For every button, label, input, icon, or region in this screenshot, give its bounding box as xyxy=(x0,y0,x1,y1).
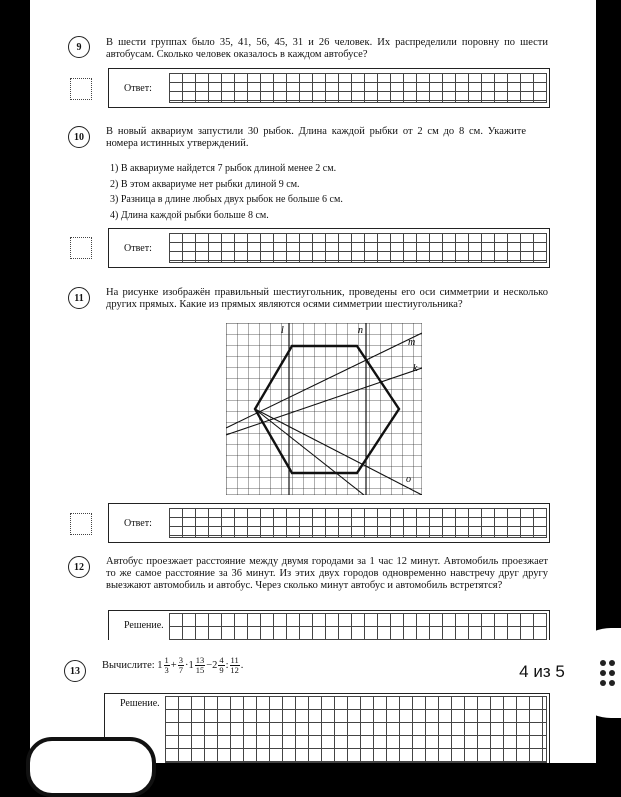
answer-label: Ответ: xyxy=(124,82,152,94)
option-1: 1) В аквариуме найдется 7 рыбок длиной менее 2 см. xyxy=(110,163,337,174)
numerator: 3 xyxy=(178,655,183,665)
answer-label: Ответ: xyxy=(124,517,152,529)
question-number-9 xyxy=(68,36,90,58)
fraction-1 xyxy=(164,656,170,675)
question-number-text: 11 xyxy=(74,292,84,304)
question-number-11 xyxy=(68,287,90,309)
whole-1: 1 xyxy=(157,659,163,671)
operator: + xyxy=(170,659,177,671)
question-number-12 xyxy=(68,556,90,578)
bottom-action-button[interactable] xyxy=(26,737,156,797)
denominator: 7 xyxy=(178,665,183,675)
operator: · xyxy=(184,659,189,671)
score-box-10 xyxy=(70,237,92,259)
question-number-13 xyxy=(64,660,86,682)
fraction-2 xyxy=(178,656,184,675)
answer-grid[interactable] xyxy=(169,508,547,538)
numerator: 1 xyxy=(164,655,169,665)
score-box-11 xyxy=(70,513,92,535)
question-number-text: 10 xyxy=(74,131,84,143)
page-indicator-text: 4 из 5 xyxy=(519,662,565,681)
question-13-text xyxy=(102,656,302,675)
label-o: o xyxy=(406,474,411,485)
question-number-text: 9 xyxy=(76,41,82,53)
hexagon-figure xyxy=(226,323,422,495)
answer-label: Ответ: xyxy=(124,242,152,254)
operator: − xyxy=(206,659,213,671)
question-9-text: В шести группах было 35, 41, 56, 45, 31 и 26 человек. Их распределили поровну по шести автобусам. Сколько человек оказалось в каждом автобусе? xyxy=(106,37,548,60)
denominator: 9 xyxy=(219,665,224,675)
solution-label: Решение. xyxy=(124,620,164,631)
question-12-text: Автобус проезжает расстояние между двумя городами за 1 час 12 минут. Автомобиль проезжает то же самое расстояние за 36 минут. Из этих двух городов одновременно навстречу друг другу выезжают автомобиль и автобус. Через сколько минут автобус и автомобиль встретятся? xyxy=(106,556,548,591)
compute-prefix: Вычислите: xyxy=(102,659,155,671)
worksheet-page xyxy=(30,0,596,763)
question-10-text: В новый аквариум запустили 30 рыбок. Длина каждой рыбки от 2 см до 8 см. Укажите номера истинных утверждений. xyxy=(106,126,526,149)
score-box-9 xyxy=(70,78,92,100)
answer-box-11[interactable] xyxy=(108,503,550,543)
answer-grid[interactable] xyxy=(169,73,547,103)
label-n: n xyxy=(358,325,363,336)
numerator: 11 xyxy=(230,655,239,665)
fraction-3 xyxy=(195,656,206,675)
question-number-text: 13 xyxy=(70,665,80,677)
fraction-5 xyxy=(230,656,240,675)
whole-2: 1 xyxy=(188,659,194,671)
solution-box-12[interactable] xyxy=(108,610,550,640)
option-2: 2) В этом аквариуме нет рыбки длиной 9 см. xyxy=(110,179,300,190)
solution-grid[interactable] xyxy=(169,613,547,640)
fraction-4 xyxy=(218,656,224,675)
option-4: 4) Длина каждой рыбки больше 8 см. xyxy=(110,210,269,221)
whole-3: 2 xyxy=(212,659,218,671)
question-number-text: 12 xyxy=(74,561,84,573)
grid-menu-icon[interactable] xyxy=(600,660,616,686)
answer-box-9[interactable] xyxy=(108,68,550,108)
label-l: l xyxy=(281,325,284,336)
denominator: 12 xyxy=(230,665,239,675)
question-11-text: На рисунке изображён правильный шестиугольник, проведены его оси симметрии и несколько других прямых. Какие из прямых являются осями симметрии шестиугольника? xyxy=(106,287,548,310)
period: . xyxy=(240,659,244,671)
answer-grid[interactable] xyxy=(169,233,547,263)
question-number-10 xyxy=(68,126,90,148)
solution-label: Решение. xyxy=(120,698,160,709)
option-3: 3) Разница в длине любых двух рыбок не больше 6 см. xyxy=(110,194,343,205)
numerator: 4 xyxy=(219,655,224,665)
label-m: m xyxy=(408,337,416,348)
answer-box-10[interactable] xyxy=(108,228,550,268)
solution-grid[interactable] xyxy=(165,696,547,763)
label-k: k xyxy=(413,363,418,374)
operator: : xyxy=(225,659,229,671)
denominator: 3 xyxy=(164,665,169,675)
denominator: 15 xyxy=(195,665,205,675)
solution-box-13[interactable] xyxy=(104,693,550,763)
numerator: 13 xyxy=(195,655,205,665)
